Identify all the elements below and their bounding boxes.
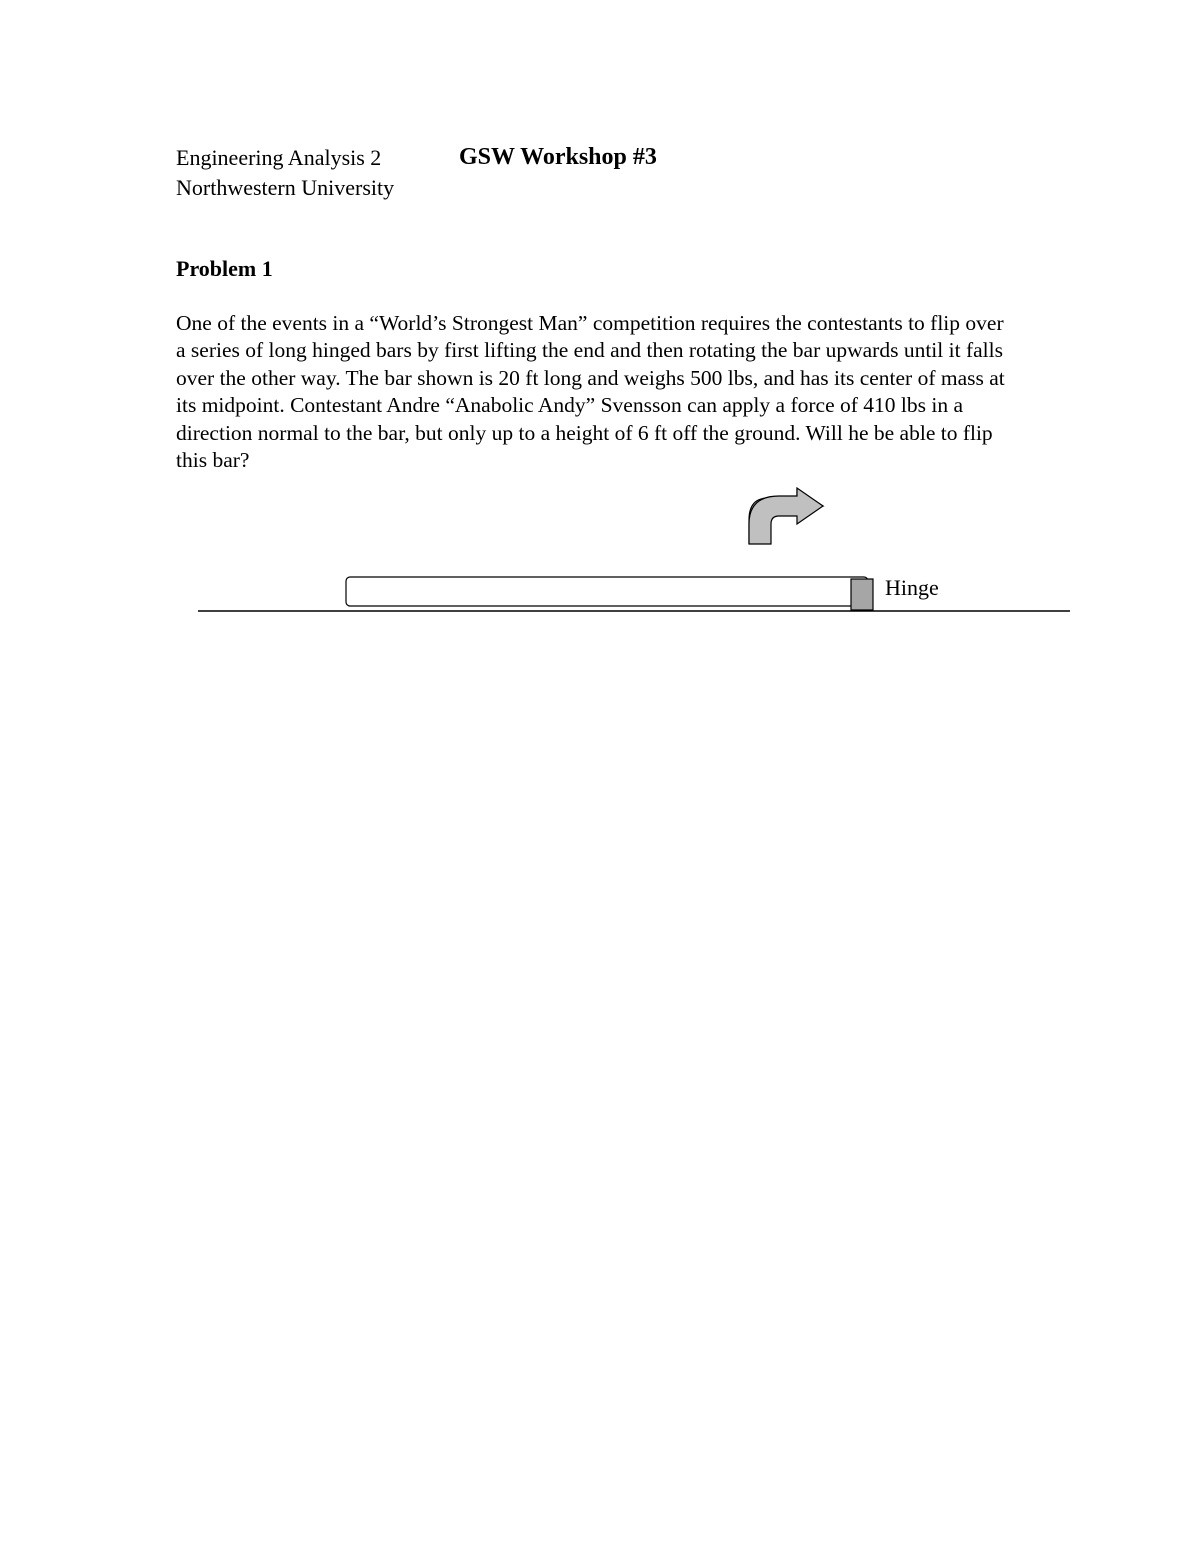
problem-line: direction normal to the bar, but only up to a height of 6 ft off the ground. Will he be able to flip [176,420,993,445]
hinged-bar-figure [0,0,1200,640]
problem-line: its midpoint. Contestant Andre “Anabolic Andy” Svensson can apply a force of 410 lbs in a [176,393,963,418]
problem-line: this bar? [176,448,250,473]
course-name: Engineering Analysis 2 [176,145,382,170]
hinge-label: Hinge [885,575,939,600]
workshop-title: GSW Workshop #3 [459,144,657,170]
problem-line: over the other way. The bar shown is 20 ft long and weighs 500 lbs, and has its center of mass at [176,365,1005,390]
problem-line: One of the events in a “World’s Strongest Man” competition requires the contestants to flip over [176,311,1004,335]
problem-line: a series of long hinged bars by first lifting the end and then rotating the bar upwards until it falls [176,338,1003,363]
hinge-block [851,579,873,610]
problem-heading: Problem 1 [176,256,273,281]
rotation-arrow-body-icon [749,488,823,544]
hinged-bar [346,577,868,606]
university-name: Northwestern University [176,175,395,200]
